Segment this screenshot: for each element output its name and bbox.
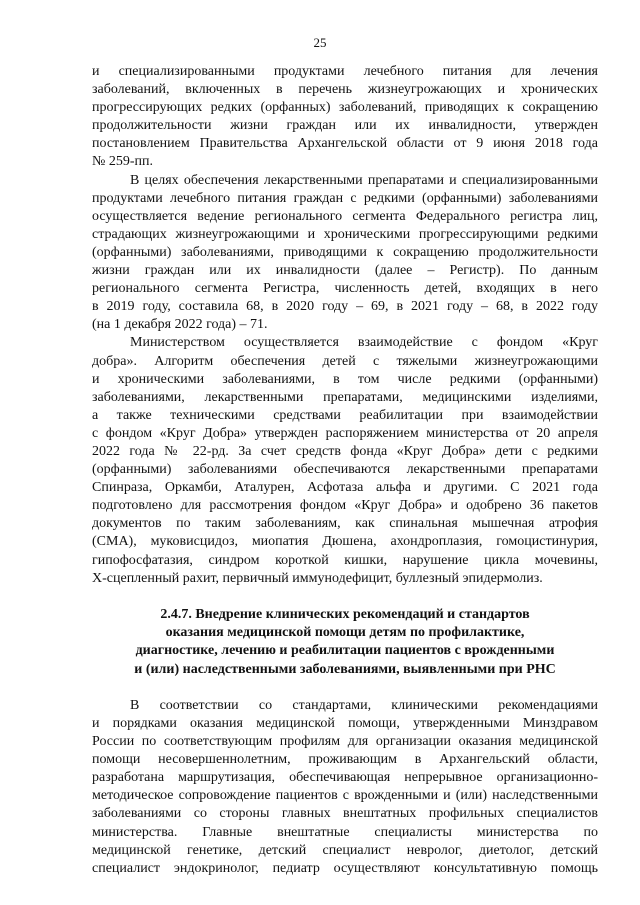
heading-line: 2.4.7. Внедрение клинических рекомендаций и стандартов [160,606,530,622]
heading-line: оказания медицинской помощи детям по профилактике, [165,625,525,641]
text-line: помощи несовершеннолетним, проживающим в Архангельский области, [92,752,598,768]
text-line: Х-сцепленный рахит, первичный иммунодефицит, буллезный эпидермолиз. [92,570,543,586]
text-line: методическое сопровождение пациентов с врожденными и (или) наследственными [92,788,598,804]
text-line: и хроническими заболеваниями, в том числе редкими (орфанными) [92,371,598,387]
text-line: документов по таким заболеваниям, как спинальная мышечная атрофия [92,516,598,532]
text-line: и порядками оказания медицинской помощи, утвержденными Минздравом [92,716,598,731]
page-text [92,63,598,878]
text-line: министерства. Главные внештатные специалисты министерства по [92,824,598,840]
text-line: 2022 года № 22-рд. За счет средств фонда «Круг Добра» дети с редкими [92,443,598,459]
paragraph-1 [92,63,598,172]
text-line: продуктами лечебного питания граждан с редкими (орфанными) заболеваниями [92,190,598,206]
paragraph-3 [92,334,598,587]
text-line: (СМА), муковисцидоз, миопатия Дюшена, ахондроплазия, гомоцистинурия, [92,534,598,550]
text-line: медицинской генетике, детский специалист невролог, диетолог, детский [92,842,598,858]
page-number: 25 [313,35,327,50]
text-line: (орфанными) заболеваниями, приводящими к сокращению продолжительности [92,244,598,260]
text-line: заболеваний, включенных в перечень жизнеугрожающих и хронических [92,82,598,98]
text-line: прогрессирующих редких (орфанных) заболеваний, приводящих к сокращению [92,100,598,116]
text-line: специалист эндокринолог, педиатр осуществляют консультативную помощь [92,860,598,876]
text-line: и специализированными продуктами лечебного питания для лечения [92,64,598,79]
section-heading [92,606,598,679]
text-line: Министерством осуществляется взаимодействие с фондом «Круг [130,335,598,351]
text-line: а также техническими средствами реабилитации при взаимодействии [92,407,598,423]
text-line: России по соответствующим профилям для организации оказания медицинской [92,734,598,750]
text-line: В соответствии со стандартами, клиническими рекомендациями [130,697,598,713]
text-line: добра». Алгоритм обеспечения детей с тяжелыми жизнеугрожающими [92,353,598,369]
text-line: заболеваниями со стороны главных внештатных профильных специалистов [92,806,598,822]
text-line: страдающих жизнеугрожающими и хроническими прогрессирующими редкими [92,226,598,242]
text-line: продолжительности жизни граждан или их инвалидности, утвержден [92,118,598,134]
text-line: (на 1 декабря 2022 года) – 71. [92,317,268,333]
text-line: подготовлено для рассмотрения фондом «Круг Добра» и одобрено 36 пакетов [92,498,598,514]
text-line: разработана маршрутизация, обеспечивающая непрерывное организационно- [92,770,598,786]
text-line: (орфанными) заболеваниями обеспечиваются лекарственными препаратами [92,462,598,478]
text-line: Спинраза, Оркамби, Аталурен, Асфотаза альфа и другими. С 2021 года [92,480,598,496]
paragraph-2 [92,172,598,335]
text-line: в 2019 году, составила 68, в 2020 году – 69, в 2021 году – 68, в 2022 году [92,299,598,315]
text-line: № 259-пп. [92,154,154,170]
text-line: постановлением Правительства Архангельской области от 9 июня 2018 года [92,136,598,152]
text-line: гипофосфатазия, синдром короткой кишки, нарушение цикла мочевины, [92,552,598,568]
text-line: заболеваниями, лекарственными препаратами, медицинскими изделиями, [92,389,598,405]
text-line: В целях обеспечения лекарственными препаратами и специализированными [130,172,598,188]
heading-line: и (или) наследственными заболеваниями, выявленными при РНС [134,661,556,677]
text-line: жизни граждан или их инвалидности (далее – Регистр). По данным [92,263,598,279]
heading-line: диагностике, лечению и реабилитации пациентов с врожденными [135,643,555,659]
text-line: регионального сегмента Регистра, численность детей, входящих в него [92,281,598,297]
text-line: с фондом «Круг Добра» утвержден распоряжением министерства от 20 апреля [92,425,598,441]
paragraph-4 [92,697,598,878]
text-line: осуществляется ведение регионального сегмента Федерального регистра лиц, [92,208,598,224]
